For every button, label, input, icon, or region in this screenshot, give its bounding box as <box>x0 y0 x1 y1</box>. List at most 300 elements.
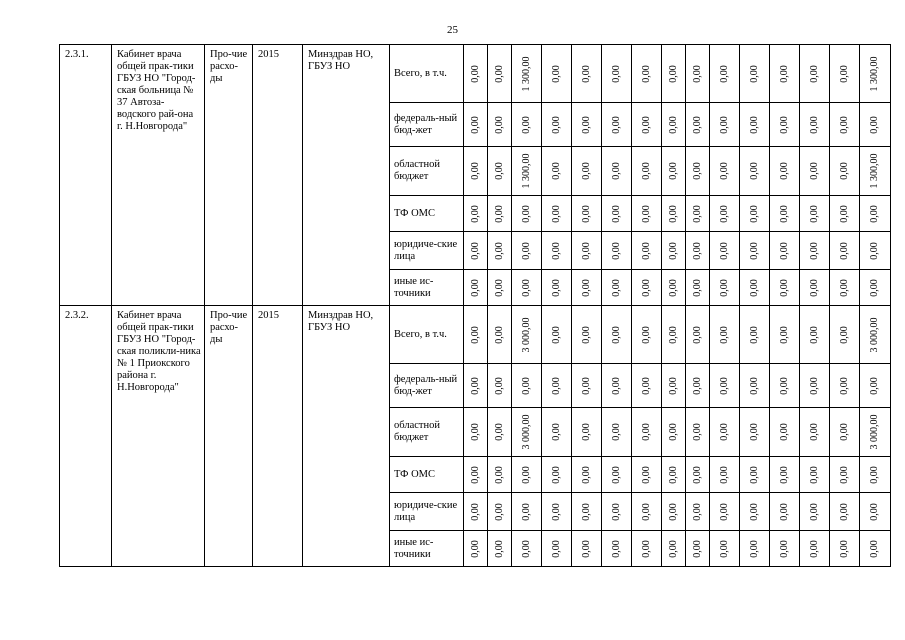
amount-value: 0,00 <box>748 204 760 223</box>
amount-value: 0,00 <box>838 204 850 223</box>
amount-cell <box>488 457 512 493</box>
amount-value: 0,00 <box>718 162 730 180</box>
amount-cell <box>740 103 770 147</box>
amount-value: 0,00 <box>469 115 481 134</box>
amount-cell <box>662 147 686 196</box>
amount-value: 0,00 <box>520 241 532 260</box>
amount-value: 0,00 <box>640 64 652 83</box>
amount-cell <box>488 408 512 457</box>
amount-cell <box>710 493 740 531</box>
amount-value: 0,00 <box>550 241 562 260</box>
amount-value: 0,00 <box>610 502 622 521</box>
amount-cell <box>542 103 572 147</box>
amount-value: 1 300,00 <box>869 153 880 189</box>
amount-cell <box>662 457 686 493</box>
amount-value: 0,00 <box>748 278 760 297</box>
amount-value: 0,00 <box>838 64 850 83</box>
amount-value: 0,00 <box>469 423 481 441</box>
amount-value: 0,00 <box>610 423 622 441</box>
amount-value: 0,00 <box>550 204 562 223</box>
amount-value: 0,00 <box>748 465 760 484</box>
amount-value: 0,00 <box>838 325 850 344</box>
amount-value: 0,00 <box>550 278 562 297</box>
amount-value: 0,00 <box>748 502 760 521</box>
amount-cell <box>602 270 632 306</box>
funding-source: иные ис-точники <box>390 270 464 306</box>
amount-cell <box>572 306 602 364</box>
amount-cell <box>662 270 686 306</box>
amount-value: 0,00 <box>808 204 820 223</box>
amount-cell <box>572 364 602 408</box>
amount-cell <box>770 232 800 270</box>
amount-cell <box>740 45 770 103</box>
amount-cell <box>770 45 800 103</box>
funding-source: юридиче-ские лица <box>390 232 464 270</box>
amount-cell <box>572 147 602 196</box>
amount-value: 0,00 <box>691 465 703 484</box>
amount-value: 0,00 <box>610 278 622 297</box>
amount-value: 0,00 <box>691 115 703 134</box>
amount-cell <box>488 493 512 531</box>
object-name: Кабинет врача общей прак-тики ГБУЗ НО "Город-ская поликли-ника № 1 Приокского района г. Н.Новгорода" <box>112 306 205 567</box>
amount-cell <box>686 364 710 408</box>
amount-cell <box>740 457 770 493</box>
expense-type: Про-чие расхо-ды <box>205 45 253 306</box>
amount-value: 0,00 <box>550 539 562 558</box>
amount-cell <box>830 103 860 147</box>
amount-value: 0,00 <box>667 325 679 344</box>
amount-cell <box>512 306 542 364</box>
amount-value: 0,00 <box>808 539 820 558</box>
amount-cell <box>632 408 662 457</box>
funding-source: областной бюджет <box>390 408 464 457</box>
amount-cell <box>800 196 830 232</box>
amount-value: 0,00 <box>580 162 592 180</box>
amount-value: 0,00 <box>838 278 850 297</box>
amount-cell <box>602 531 632 567</box>
amount-cell <box>512 147 542 196</box>
amount-cell <box>542 232 572 270</box>
amount-cell <box>488 147 512 196</box>
amount-value: 0,00 <box>718 278 730 297</box>
amount-value: 0,00 <box>718 64 730 83</box>
amount-cell <box>464 531 488 567</box>
funding-source: федераль-ный бюд-жет <box>390 103 464 147</box>
amount-cell <box>740 147 770 196</box>
amount-cell <box>542 270 572 306</box>
amount-cell <box>632 364 662 408</box>
amount-value: 0,00 <box>778 204 790 223</box>
amount-cell <box>770 408 800 457</box>
amount-value: 0,00 <box>778 64 790 83</box>
amount-value: 0,00 <box>640 278 652 297</box>
amount-cell <box>860 103 891 147</box>
funding-source: областной бюджет <box>390 147 464 196</box>
amount-value: 0,00 <box>869 539 880 558</box>
amount-cell <box>770 306 800 364</box>
amount-cell <box>740 196 770 232</box>
amount-cell <box>830 306 860 364</box>
amount-cell <box>512 531 542 567</box>
amount-cell <box>770 103 800 147</box>
amount-value: 0,00 <box>691 376 703 395</box>
amount-cell <box>542 493 572 531</box>
amount-cell <box>632 147 662 196</box>
amount-value: 0,00 <box>580 115 592 134</box>
amount-cell <box>800 232 830 270</box>
amount-cell <box>860 270 891 306</box>
amount-cell <box>512 103 542 147</box>
amount-cell <box>542 531 572 567</box>
amount-value: 0,00 <box>580 204 592 223</box>
amount-value: 0,00 <box>610 241 622 260</box>
amount-cell <box>800 364 830 408</box>
amount-value: 0,00 <box>493 325 505 344</box>
amount-cell <box>602 364 632 408</box>
amount-cell <box>770 364 800 408</box>
amount-cell <box>770 531 800 567</box>
amount-value: 3 000,00 <box>520 414 532 450</box>
amount-value: 0,00 <box>610 539 622 558</box>
amount-value: 0,00 <box>610 376 622 395</box>
amount-cell <box>602 147 632 196</box>
amount-value: 0,00 <box>667 539 679 558</box>
amount-value: 0,00 <box>580 278 592 297</box>
amount-value: 0,00 <box>718 502 730 521</box>
amount-value: 3 000,00 <box>869 414 880 450</box>
amount-cell <box>512 408 542 457</box>
amount-cell <box>710 45 740 103</box>
amount-value: 0,00 <box>667 278 679 297</box>
funding-source: иные ис-точники <box>390 531 464 567</box>
amount-cell <box>740 493 770 531</box>
amount-value: 0,00 <box>691 278 703 297</box>
amount-value: 0,00 <box>469 278 481 297</box>
amount-value: 0,00 <box>580 465 592 484</box>
amount-cell <box>710 270 740 306</box>
amount-cell <box>488 364 512 408</box>
amount-cell <box>464 306 488 364</box>
amount-cell <box>572 45 602 103</box>
amount-value: 1 300,00 <box>520 56 532 91</box>
amount-value: 0,00 <box>838 241 850 260</box>
amount-cell <box>830 270 860 306</box>
item-code: 2.3.1. <box>60 45 112 306</box>
page-number: 25 <box>447 24 458 36</box>
amount-cell <box>710 103 740 147</box>
amount-cell <box>710 457 740 493</box>
amount-value: 0,00 <box>520 115 532 134</box>
amount-value: 0,00 <box>778 376 790 395</box>
amount-value: 0,00 <box>748 162 760 180</box>
amount-value: 0,00 <box>520 539 532 558</box>
amount-cell <box>542 45 572 103</box>
amount-cell <box>800 270 830 306</box>
amount-value: 0,00 <box>808 502 820 521</box>
amount-cell <box>770 270 800 306</box>
amount-cell <box>662 232 686 270</box>
amount-cell <box>632 457 662 493</box>
amount-cell <box>740 408 770 457</box>
amount-value: 0,00 <box>691 502 703 521</box>
amount-value: 0,00 <box>691 162 703 180</box>
amount-cell <box>740 531 770 567</box>
amount-cell <box>740 232 770 270</box>
amount-cell <box>860 457 891 493</box>
amount-cell <box>686 147 710 196</box>
amount-value: 0,00 <box>718 423 730 441</box>
amount-value: 0,00 <box>778 423 790 441</box>
amount-cell <box>602 306 632 364</box>
object-name: Кабинет врача общей прак-тики ГБУЗ НО "Город-ская больница № 37 Автоза-водского рай-она г. Н.Новгорода" <box>112 45 205 306</box>
amount-value: 0,00 <box>550 465 562 484</box>
funding-source: федераль-ный бюд-жет <box>390 364 464 408</box>
amount-value: 0,00 <box>667 502 679 521</box>
amount-cell <box>662 408 686 457</box>
amount-value: 0,00 <box>778 241 790 260</box>
funding-table <box>59 44 891 567</box>
item-code: 2.3.2. <box>60 306 112 567</box>
amount-value: 0,00 <box>748 539 760 558</box>
amount-cell <box>800 306 830 364</box>
amount-value: 0,00 <box>838 465 850 484</box>
amount-cell <box>602 408 632 457</box>
table-row <box>60 45 891 103</box>
amount-value: 0,00 <box>640 204 652 223</box>
amount-cell <box>542 147 572 196</box>
funding-source: Всего, в т.ч. <box>390 306 464 364</box>
amount-value: 0,00 <box>493 502 505 521</box>
amount-cell <box>542 457 572 493</box>
amount-value: 0,00 <box>520 376 532 395</box>
amount-cell <box>830 147 860 196</box>
amount-value: 0,00 <box>550 325 562 344</box>
amount-cell <box>488 306 512 364</box>
amount-cell <box>686 408 710 457</box>
amount-value: 0,00 <box>838 539 850 558</box>
amount-value: 0,00 <box>493 115 505 134</box>
amount-cell <box>464 457 488 493</box>
amount-value: 0,00 <box>691 64 703 83</box>
amount-cell <box>464 147 488 196</box>
amount-cell <box>464 103 488 147</box>
amount-cell <box>800 493 830 531</box>
amount-value: 0,00 <box>838 376 850 395</box>
amount-value: 0,00 <box>691 539 703 558</box>
amount-cell <box>632 103 662 147</box>
amount-value: 0,00 <box>610 204 622 223</box>
amount-value: 0,00 <box>808 423 820 441</box>
amount-value: 0,00 <box>667 115 679 134</box>
amount-value: 0,00 <box>493 376 505 395</box>
amount-cell <box>602 232 632 270</box>
amount-cell <box>686 531 710 567</box>
amount-cell <box>512 457 542 493</box>
amount-value: 0,00 <box>808 325 820 344</box>
amount-value: 0,00 <box>778 539 790 558</box>
amount-value: 0,00 <box>640 502 652 521</box>
amount-value: 0,00 <box>718 204 730 223</box>
amount-cell <box>464 45 488 103</box>
amount-cell <box>710 306 740 364</box>
amount-value: 0,00 <box>718 376 730 395</box>
amount-cell <box>860 45 891 103</box>
amount-value: 3 000,00 <box>869 317 880 352</box>
amount-value: 0,00 <box>640 423 652 441</box>
amount-value: 0,00 <box>580 64 592 83</box>
amount-value: 0,00 <box>778 115 790 134</box>
amount-cell <box>800 103 830 147</box>
amount-value: 0,00 <box>667 376 679 395</box>
amount-cell <box>686 45 710 103</box>
amount-value: 0,00 <box>469 539 481 558</box>
amount-value: 0,00 <box>838 423 850 441</box>
amount-value: 0,00 <box>580 502 592 521</box>
amount-value: 0,00 <box>667 241 679 260</box>
amount-value: 0,00 <box>869 278 880 297</box>
amount-cell <box>572 493 602 531</box>
amount-value: 0,00 <box>469 64 481 83</box>
amount-cell <box>710 408 740 457</box>
amount-value: 0,00 <box>580 241 592 260</box>
amount-cell <box>830 408 860 457</box>
amount-value: 0,00 <box>640 162 652 180</box>
amount-value: 0,00 <box>493 241 505 260</box>
amount-cell <box>770 196 800 232</box>
amount-value: 0,00 <box>667 465 679 484</box>
funding-source: ТФ ОМС <box>390 457 464 493</box>
amount-cell <box>662 531 686 567</box>
amount-value: 0,00 <box>778 162 790 180</box>
amount-value: 0,00 <box>580 376 592 395</box>
executor: Минздрав НО, ГБУЗ НО <box>303 306 390 567</box>
amount-value: 0,00 <box>691 204 703 223</box>
amount-value: 0,00 <box>493 539 505 558</box>
amount-cell <box>662 493 686 531</box>
amount-value: 0,00 <box>469 502 481 521</box>
amount-value: 0,00 <box>469 325 481 344</box>
amount-cell <box>770 493 800 531</box>
amount-cell <box>710 147 740 196</box>
funding-source: юридиче-ские лица <box>390 493 464 531</box>
amount-cell <box>860 196 891 232</box>
amount-cell <box>686 270 710 306</box>
amount-value: 0,00 <box>550 502 562 521</box>
amount-cell <box>830 364 860 408</box>
amount-value: 0,00 <box>550 423 562 441</box>
amount-value: 0,00 <box>748 115 760 134</box>
amount-cell <box>830 196 860 232</box>
amount-cell <box>632 232 662 270</box>
amount-cell <box>686 196 710 232</box>
amount-cell <box>770 457 800 493</box>
amount-cell <box>770 147 800 196</box>
amount-cell <box>602 45 632 103</box>
amount-cell <box>572 196 602 232</box>
year: 2015 <box>253 306 303 567</box>
amount-value: 0,00 <box>469 465 481 484</box>
amount-value: 0,00 <box>748 325 760 344</box>
amount-value: 0,00 <box>469 241 481 260</box>
amount-value: 0,00 <box>667 64 679 83</box>
amount-cell <box>662 45 686 103</box>
amount-value: 0,00 <box>610 162 622 180</box>
amount-cell <box>632 270 662 306</box>
amount-cell <box>686 493 710 531</box>
amount-cell <box>860 364 891 408</box>
amount-value: 0,00 <box>640 539 652 558</box>
amount-value: 0,00 <box>469 162 481 180</box>
amount-value: 0,00 <box>748 376 760 395</box>
amount-value: 0,00 <box>520 502 532 521</box>
amount-cell <box>464 364 488 408</box>
amount-cell <box>602 196 632 232</box>
amount-value: 0,00 <box>610 115 622 134</box>
amount-cell <box>464 232 488 270</box>
amount-cell <box>602 493 632 531</box>
amount-cell <box>830 232 860 270</box>
amount-value: 3 000,00 <box>520 317 532 352</box>
amount-value: 0,00 <box>550 64 562 83</box>
amount-value: 0,00 <box>550 376 562 395</box>
amount-cell <box>488 196 512 232</box>
amount-value: 0,00 <box>520 465 532 484</box>
amount-cell <box>512 232 542 270</box>
amount-cell <box>710 232 740 270</box>
amount-value: 0,00 <box>667 423 679 441</box>
amount-value: 0,00 <box>550 115 562 134</box>
amount-value: 0,00 <box>718 115 730 134</box>
amount-value: 0,00 <box>691 325 703 344</box>
amount-value: 0,00 <box>640 325 652 344</box>
amount-cell <box>488 232 512 270</box>
amount-cell <box>464 196 488 232</box>
amount-value: 0,00 <box>838 115 850 134</box>
amount-value: 0,00 <box>718 465 730 484</box>
amount-cell <box>632 306 662 364</box>
amount-value: 0,00 <box>869 115 880 134</box>
amount-cell <box>860 531 891 567</box>
amount-value: 0,00 <box>808 241 820 260</box>
amount-value: 0,00 <box>610 64 622 83</box>
amount-value: 0,00 <box>520 278 532 297</box>
amount-value: 0,00 <box>493 423 505 441</box>
amount-cell <box>464 408 488 457</box>
amount-cell <box>488 531 512 567</box>
amount-value: 0,00 <box>778 502 790 521</box>
amount-cell <box>860 147 891 196</box>
amount-value: 0,00 <box>778 278 790 297</box>
amount-value: 0,00 <box>520 204 532 223</box>
amount-cell <box>512 45 542 103</box>
amount-value: 0,00 <box>580 539 592 558</box>
amount-cell <box>860 408 891 457</box>
amount-value: 0,00 <box>869 465 880 484</box>
amount-value: 0,00 <box>691 423 703 441</box>
amount-value: 0,00 <box>493 64 505 83</box>
amount-value: 0,00 <box>691 241 703 260</box>
amount-value: 0,00 <box>640 115 652 134</box>
amount-cell <box>710 196 740 232</box>
amount-value: 0,00 <box>808 115 820 134</box>
amount-cell <box>464 493 488 531</box>
amount-cell <box>488 270 512 306</box>
executor: Минздрав НО, ГБУЗ НО <box>303 45 390 306</box>
amount-value: 0,00 <box>748 241 760 260</box>
amount-cell <box>800 457 830 493</box>
amount-cell <box>542 306 572 364</box>
amount-cell <box>740 270 770 306</box>
